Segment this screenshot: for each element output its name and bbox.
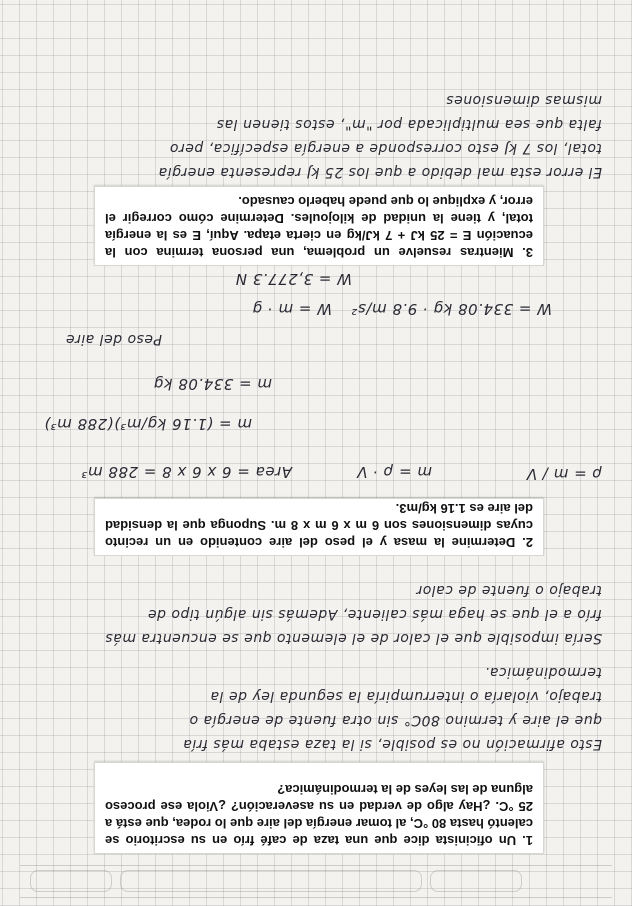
answer-1-line: Sería imposible que el calor de el elemento que se encuentra más: [104, 630, 602, 646]
answer-2-mass-formula: m = ρ · V: [356, 463, 432, 481]
answer-2-mass-substitution: m = (1.16 kg/m³)(288 m³): [43, 415, 252, 433]
answer-2-area: Area = 6 x 6 x 8 = 288 m³: [80, 463, 292, 481]
answer-3-line: falta que sea multiplicada por "m", estos tienen las: [216, 116, 602, 132]
answer-2-density-formula: ρ = m / V: [526, 465, 602, 483]
answer-1-line: trabajo o fuente de calor: [416, 582, 602, 598]
answer-2-weight-formula: W = m · g: [252, 300, 332, 318]
answer-3-line: total, los 7 kJ esto corresponde a energía específica, pero: [169, 140, 602, 156]
answer-3-line: mismas dimensiones: [445, 92, 602, 108]
header-box: [430, 870, 522, 892]
header-box: [30, 870, 112, 892]
question-3: 3. Mientras resuelve un problema, una persona termina con la ecuación E = 25 kJ + 7 kJ/kg en cierta etapa. Aquí, E es la energía total, y tiene la unidad de kilojoules. Determine cómo corregir el error, y explique lo que puede haberlo causado.: [94, 186, 544, 266]
answer-2-mass-result: m = 334.08 kg: [153, 375, 272, 393]
header-box: [120, 870, 422, 892]
answer-1-line: frío a el que se haga más caliente, Además sin algún tipo de: [147, 606, 602, 622]
answer-1-line: termodinámica.: [484, 664, 602, 680]
question-2: 2. Determine la masa y el peso del aire contenido en un recinto cuyas dimensiones son 6 m x 6 m x 8 m. Suponga que la densidad del aire es 1.16 kg/m3.: [94, 498, 544, 556]
header-rule: [20, 865, 612, 866]
header-rule: [20, 897, 612, 898]
question-1: 1. Un oficinista dice que una taza de café frío en su escritorio se calentó hasta 80 °C, al tomar energía del aire que lo rodea, que está a 25 °C. ¿Hay algo de verdad en su aseveración? ¿Viola ese proceso alguna de las leyes de la termodinámica?: [94, 762, 544, 854]
answer-2-weight-heading: Peso del aire: [65, 331, 162, 347]
answer-1-line: que el aire y termino 80C° sin otra fuente de energía o: [189, 712, 602, 728]
answer-1-line: trabajo, violaría o interrumpiría la segunda ley de la: [210, 688, 602, 704]
answer-2-weight-substitution: W = 334.08 kg · 9.8 m/s²: [351, 300, 552, 318]
answer-2-weight-result: W = 3,277.3 N: [235, 270, 352, 288]
answer-3-line: El error esta mal debido a que los 25 kJ representa energía: [158, 164, 602, 180]
answer-1-line: Esto afirmación no es posible, si la taza estaba más fría: [182, 736, 602, 752]
